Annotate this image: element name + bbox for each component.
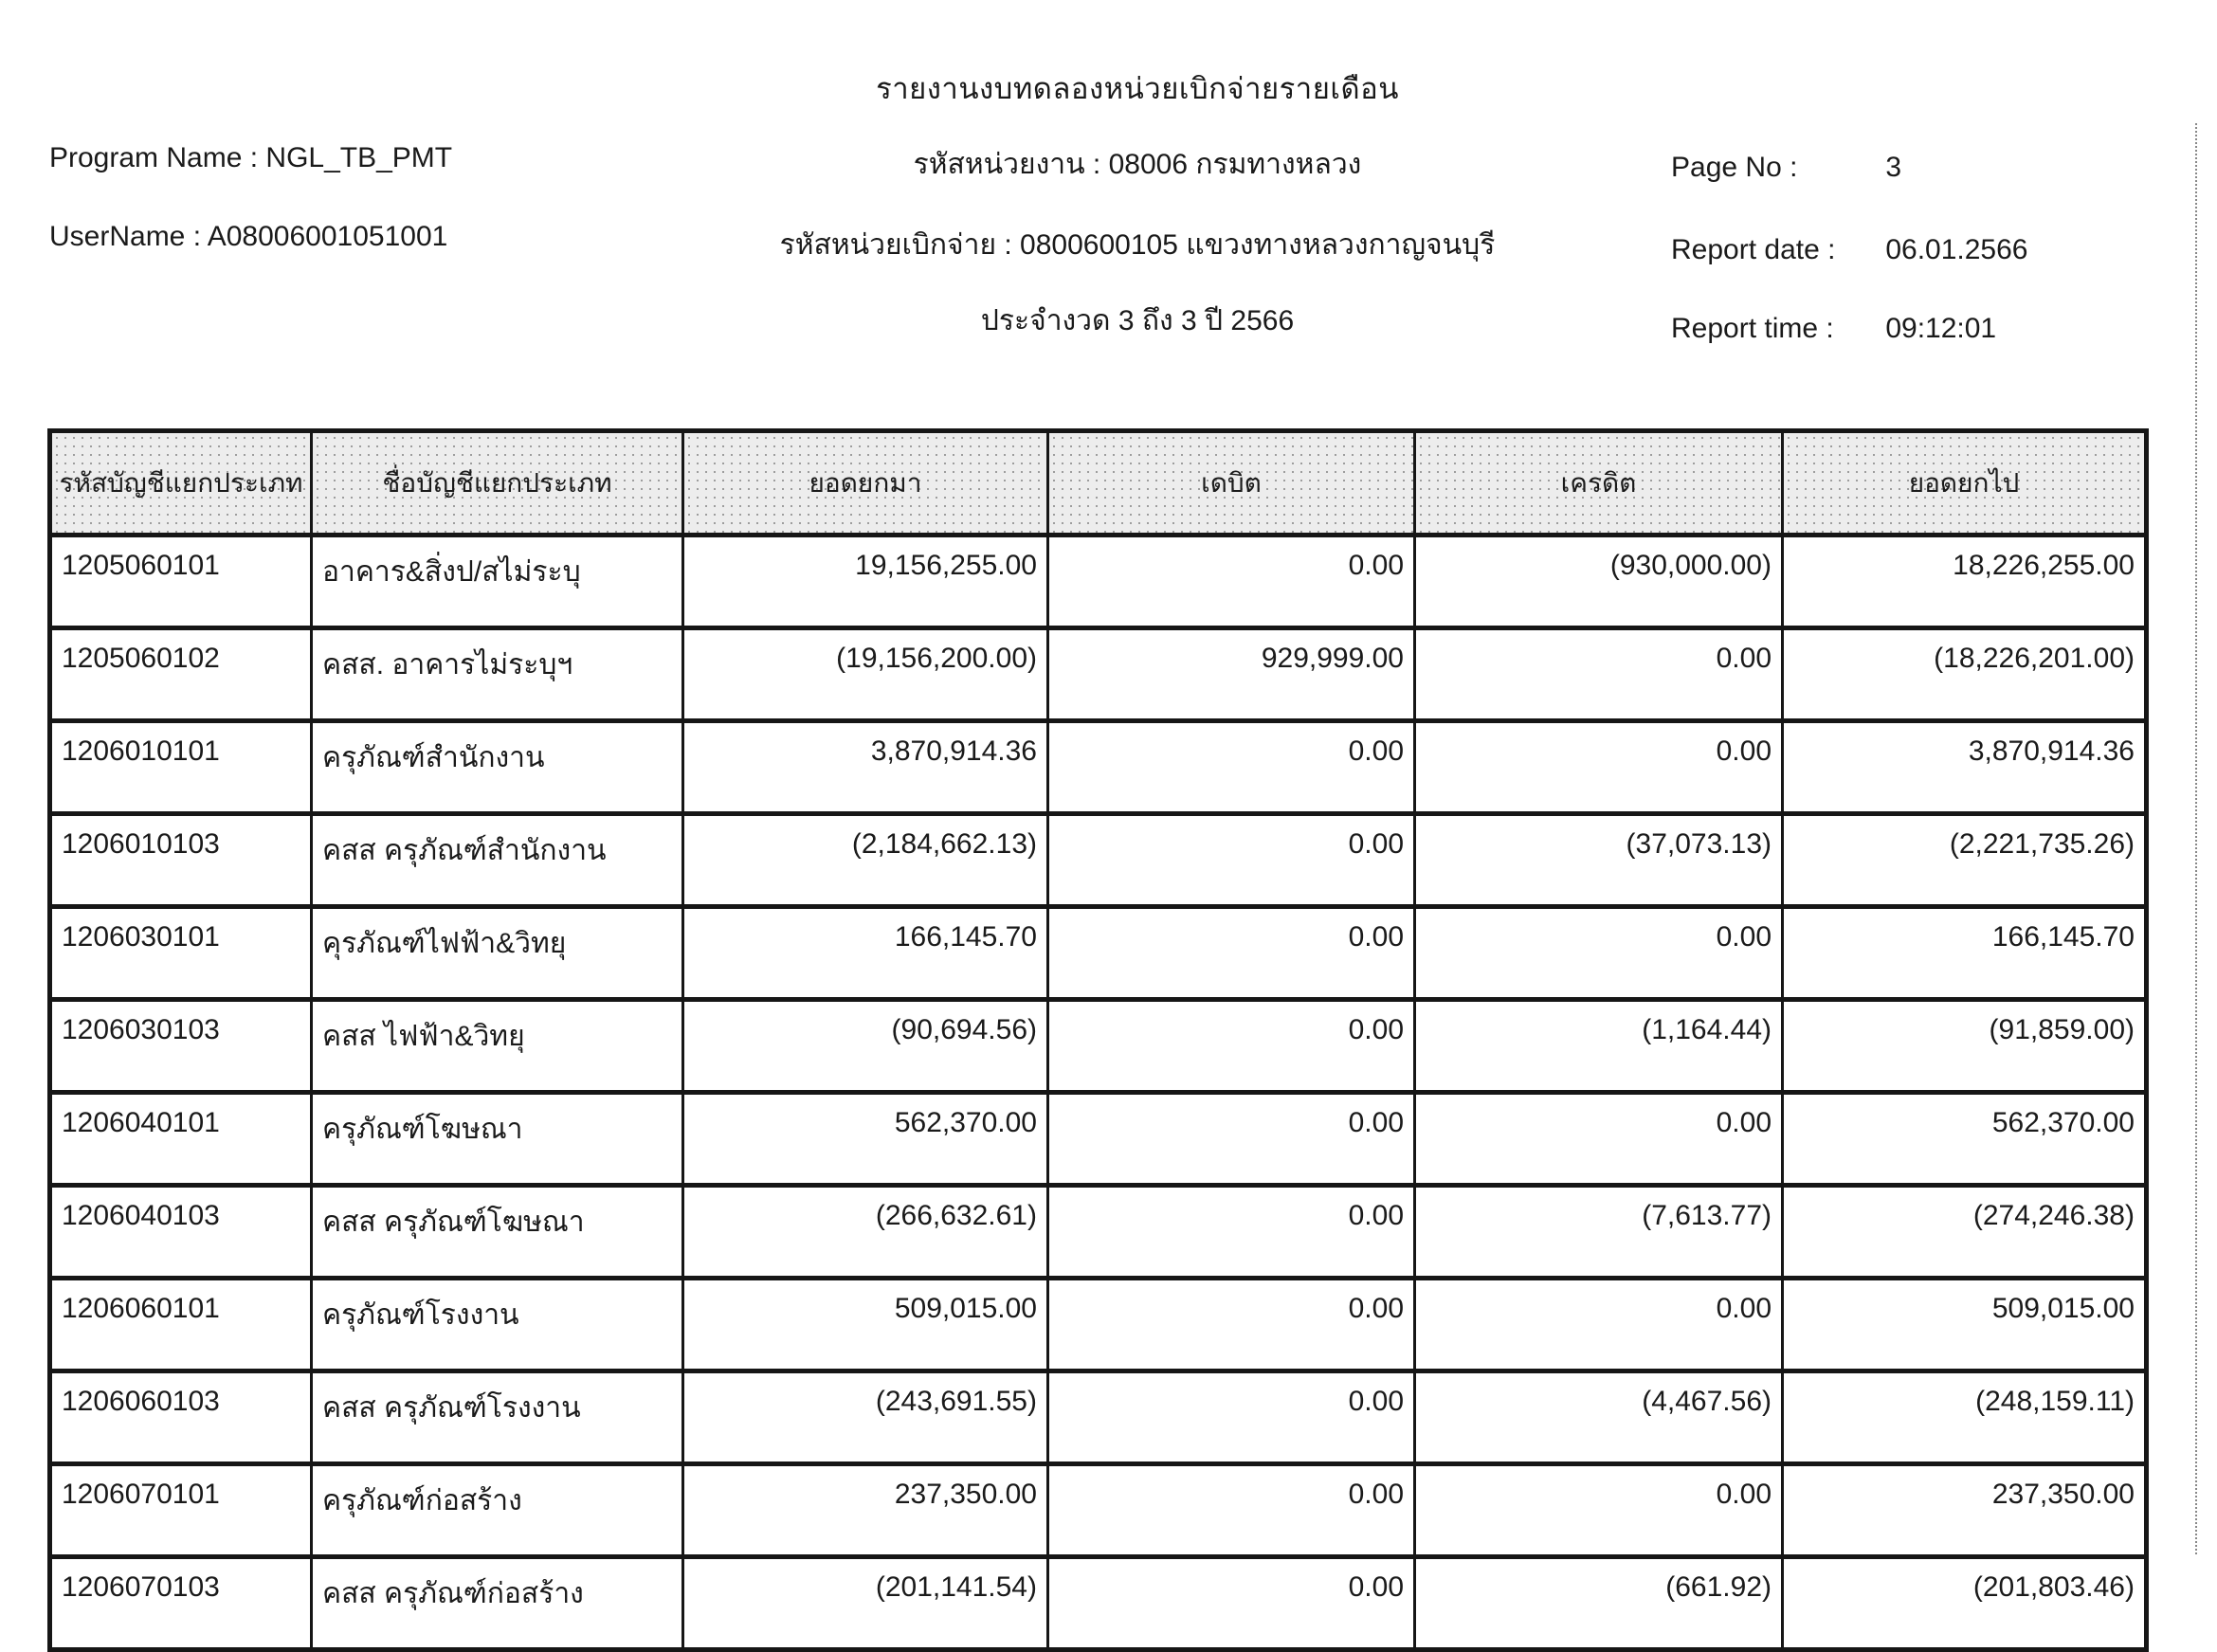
- debit-cell: 0.00: [1048, 1557, 1415, 1650]
- table-row: [50, 1186, 2147, 1279]
- credit-cell: (930,000.00): [1415, 536, 1783, 628]
- column-header-account-name: ชื่อบัญชีแยกประเภท: [312, 431, 683, 536]
- debit-cell: 0.00: [1048, 536, 1415, 628]
- balance-brought-forward-cell: 237,350.00: [683, 1464, 1048, 1557]
- account-code-cell: 1205060102: [50, 628, 312, 721]
- table-row: [50, 1093, 2147, 1186]
- account-name-cell: คสส ไฟฟ้า&วิทยุ: [312, 1000, 683, 1093]
- balance-carried-forward-cell: 509,015.00: [1783, 1279, 2147, 1371]
- balance-carried-forward-cell: (248,159.11): [1783, 1371, 2147, 1464]
- credit-cell: 0.00: [1415, 721, 1783, 814]
- account-code-cell: 1206010101: [50, 721, 312, 814]
- balance-brought-forward-cell: (266,632.61): [683, 1186, 1048, 1279]
- balance-brought-forward-cell: (201,141.54): [683, 1557, 1048, 1650]
- balance-brought-forward-cell: 562,370.00: [683, 1093, 1048, 1186]
- debit-cell: 0.00: [1048, 1371, 1415, 1464]
- period-line: ประจำงวด 3 ถึง 3 ปี 2566: [980, 305, 1295, 336]
- program-name-line: Program Name : NGL_TB_PMT: [49, 142, 453, 173]
- account-code-cell: 1206010103: [50, 814, 312, 907]
- account-code-cell: 1206070103: [50, 1557, 312, 1650]
- account-code-cell: 1206030103: [50, 1000, 312, 1093]
- debit-cell: 0.00: [1048, 1464, 1415, 1557]
- report-date-line: [1671, 234, 2202, 266]
- scan-artifact-line: [2195, 123, 2197, 1554]
- account-code-cell: 1206040101: [50, 1093, 312, 1186]
- credit-cell: 0.00: [1415, 1279, 1783, 1371]
- account-name-cell: ครุภัณฑ์ก่อสร้าง: [312, 1464, 683, 1557]
- table-row: [50, 814, 2147, 907]
- debit-cell: 0.00: [1048, 1000, 1415, 1093]
- page-no-label: Page No :: [1671, 152, 1798, 183]
- credit-cell: (661.92): [1415, 1557, 1783, 1650]
- balance-brought-forward-cell: 166,145.70: [683, 907, 1048, 1000]
- account-code-cell: 1206060103: [50, 1371, 312, 1464]
- account-name-cell: ครุภัณฑ์สำนักงาน: [312, 721, 683, 814]
- report-title: รายงานงบทดลองหน่วยเบิกจ่ายรายเดือน: [876, 72, 1399, 105]
- table-row: [50, 1371, 2147, 1464]
- table-row: [50, 536, 2147, 628]
- credit-cell: 0.00: [1415, 1464, 1783, 1557]
- balance-carried-forward-cell: (274,246.38): [1783, 1186, 2147, 1279]
- report-time-value: 09:12:01: [1885, 313, 1997, 344]
- account-name-cell: คสส ครุภัณฑ์ก่อสร้าง: [312, 1557, 683, 1650]
- account-code-cell: 1206030101: [50, 907, 312, 1000]
- page-no-value: 3: [1885, 152, 1902, 183]
- account-name-cell: คสส. อาคารไม่ระบุฯ: [312, 628, 683, 721]
- column-header-account-code: รหัสบัญชีแยกประเภท: [50, 431, 312, 536]
- table-header-row: [50, 431, 2147, 536]
- balance-carried-forward-cell: (201,803.46): [1783, 1557, 2147, 1650]
- debit-cell: 0.00: [1048, 721, 1415, 814]
- balance-carried-forward-cell: 562,370.00: [1783, 1093, 2147, 1186]
- credit-cell: 0.00: [1415, 628, 1783, 721]
- balance-carried-forward-cell: 166,145.70: [1783, 907, 2147, 1000]
- table-row: [50, 628, 2147, 721]
- column-header-balance-carried-forward: ยอดยกไป: [1783, 431, 2147, 536]
- credit-cell: 0.00: [1415, 907, 1783, 1000]
- column-header-balance-brought-forward: ยอดยกมา: [683, 431, 1048, 536]
- debit-cell: 0.00: [1048, 1093, 1415, 1186]
- account-name-cell: คสส ครุภัณฑ์สำนักงาน: [312, 814, 683, 907]
- table-row: [50, 1464, 2147, 1557]
- table-row: [50, 907, 2147, 1000]
- balance-carried-forward-cell: (91,859.00): [1783, 1000, 2147, 1093]
- credit-cell: (37,073.13): [1415, 814, 1783, 907]
- credit-cell: (1,164.44): [1415, 1000, 1783, 1093]
- balance-brought-forward-cell: (243,691.55): [683, 1371, 1048, 1464]
- balance-carried-forward-cell: (2,221,735.26): [1783, 814, 2147, 907]
- account-code-cell: 1206040103: [50, 1186, 312, 1279]
- user-name-line: UserName : A08006001051001: [49, 221, 448, 252]
- table-row: [50, 1557, 2147, 1650]
- account-name-cell: ครุภัณฑ์โรงงาน: [312, 1279, 683, 1371]
- account-code-cell: 1206060101: [50, 1279, 312, 1371]
- account-code-cell: 1205060101: [50, 536, 312, 628]
- table-row: [50, 1000, 2147, 1093]
- report-date-value: 06.01.2566: [1885, 234, 2028, 265]
- column-header-credit: เครดิต: [1415, 431, 1783, 536]
- agency-code-line: รหัสหน่วยงาน : 08006 กรมทางหลวง: [913, 149, 1362, 180]
- balance-brought-forward-cell: (90,694.56): [683, 1000, 1048, 1093]
- account-name-cell: คสส ครุภัณฑ์โรงงาน: [312, 1371, 683, 1464]
- report-time-label: Report time :: [1671, 313, 1834, 344]
- balance-brought-forward-cell: (19,156,200.00): [683, 628, 1048, 721]
- balance-brought-forward-cell: 3,870,914.36: [683, 721, 1048, 814]
- table-row: [50, 721, 2147, 814]
- page-no-line: [1671, 152, 2202, 184]
- disbursement-unit-line: รหัสหน่วยเบิกจ่าย : 0800600105 แขวงทางหลวงกาญจนบุรี: [779, 229, 1496, 261]
- balance-brought-forward-cell: 509,015.00: [683, 1279, 1048, 1371]
- credit-cell: (7,613.77): [1415, 1186, 1783, 1279]
- account-code-cell: 1206070101: [50, 1464, 312, 1557]
- balance-carried-forward-cell: 18,226,255.00: [1783, 536, 2147, 628]
- debit-cell: 0.00: [1048, 1186, 1415, 1279]
- credit-cell: 0.00: [1415, 1093, 1783, 1186]
- report-time-line: [1671, 313, 2202, 345]
- account-table-body: [50, 536, 2147, 1650]
- account-name-cell: อาคาร&สิ่งป/สไม่ระบุ: [312, 536, 683, 628]
- table-row: [50, 1279, 2147, 1371]
- trial-balance-table: [47, 428, 2149, 1652]
- debit-cell: 929,999.00: [1048, 628, 1415, 721]
- account-name-cell: ครุภัณฑ์โฆษณา: [312, 1093, 683, 1186]
- balance-carried-forward-cell: 237,350.00: [1783, 1464, 2147, 1557]
- debit-cell: 0.00: [1048, 814, 1415, 907]
- balance-brought-forward-cell: 19,156,255.00: [683, 536, 1048, 628]
- account-name-cell: คสส ครุภัณฑ์โฆษณา: [312, 1186, 683, 1279]
- report-date-label: Report date :: [1671, 234, 1836, 265]
- debit-cell: 0.00: [1048, 1279, 1415, 1371]
- balance-carried-forward-cell: (18,226,201.00): [1783, 628, 2147, 721]
- credit-cell: (4,467.56): [1415, 1371, 1783, 1464]
- account-name-cell: คุรภัณฑ์ไฟฟ้า&วิทยุ: [312, 907, 683, 1000]
- balance-carried-forward-cell: 3,870,914.36: [1783, 721, 2147, 814]
- debit-cell: 0.00: [1048, 907, 1415, 1000]
- balance-brought-forward-cell: (2,184,662.13): [683, 814, 1048, 907]
- column-header-debit: เดบิต: [1048, 431, 1415, 536]
